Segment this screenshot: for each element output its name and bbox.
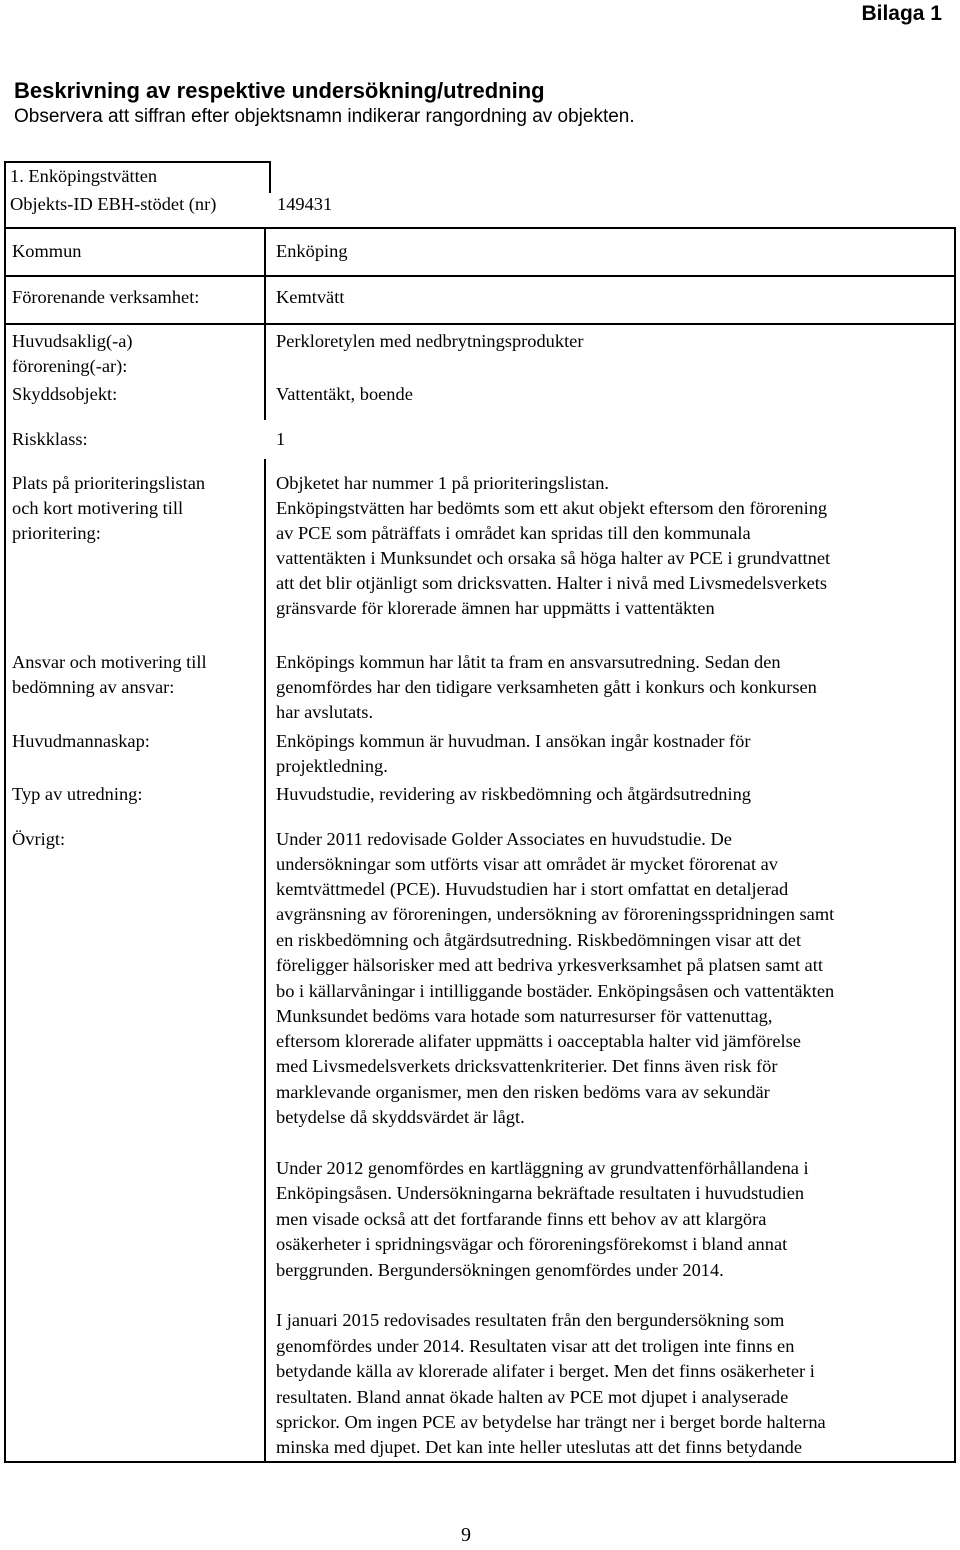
ovrigt-text-line: undersökningar som utförts visar att området är mycket förorenat av [276, 854, 779, 874]
prioritering-text-line: Enköpingstvätten har bedömts som ett akut objekt eftersom den förorening [276, 498, 828, 518]
ovrigt-text-line: betydelse då skyddsvärdet är lågt. [276, 1107, 525, 1127]
ovrigt-text-line: I januari 2015 redovisades resultaten från den bergundersökning som [276, 1310, 785, 1330]
ovrigt-text-line: Munksundet bedöms vara hotade som naturresurser för vattenuttag, [276, 1006, 773, 1026]
fororening-label-line-1: Huvudsaklig(-a) [12, 331, 133, 351]
verksamhet-label: Förorenande verksamhet: [12, 287, 200, 307]
ovrigt-text-line: berggrunden. Bergundersökningen genomfördes under 2014. [276, 1260, 724, 1280]
ovrigt-text-line: eftersom klorerade alifater uppmätts i oacceptabla halter vid jämförelse [276, 1031, 801, 1051]
ovrigt-text-line: marklevande organismer, men den risken bedöms vara av sekundär [276, 1082, 770, 1102]
verksamhet-value: Kemtvätt [276, 287, 345, 307]
fororening-label-line-2: förorening(-ar): [12, 356, 128, 376]
huvudmannaskap-text-line: projektledning. [276, 756, 388, 776]
typ-value: Huvudstudie, revidering av riskbedömning och åtgärdsutredning [276, 784, 751, 804]
ovrigt-text-line: kemtvättmedel (PCE). Huvudstudien har i stort omfattat en detaljerad [276, 879, 789, 899]
ansvar-text-line: Enköpings kommun har låtit ta fram en ansvarsutredning. Sedan den [276, 652, 781, 672]
prioritering-text-line: att det blir otjänligt som dricksvatten. Halter i nivå med Livsmedelsverkets [276, 573, 828, 593]
skyddsobjekt-label: Skyddsobjekt: [12, 384, 118, 404]
riskklass-value: 1 [276, 429, 286, 449]
ovrigt-label: Övrigt: [12, 829, 66, 849]
ansvar-label-line-2: bedömning av ansvar: [12, 677, 175, 697]
prioritering-text-line: vattentäkten i Munksundet och orsaka så höga halter av PCE i grundvattnet [276, 548, 831, 568]
huvudmannaskap-text-line: Enköpings kommun är huvudman. I ansökan ingår kostnader för [276, 731, 751, 751]
prioritering-label-line-1: Plats på prioriteringslistan [12, 473, 206, 493]
ansvar-text-line: har avslutats. [276, 702, 374, 722]
ovrigt-text-line: Enköpingsåsen. Undersökningarna bekräftade resultaten i huvudstudien [276, 1183, 805, 1203]
prioritering-text-line: av PCE som påträffats i området kan spridas till den kommunala [276, 523, 751, 543]
fororening-value: Perkloretylen med nedbrytningsprodukter [276, 331, 584, 351]
prioritering-label-line-3: prioritering: [12, 523, 101, 543]
page-number: 9 [461, 1524, 471, 1546]
appendix-label: Bilaga 1 [861, 2, 942, 25]
ovrigt-text-line: med Livsmedelsverkets dricksvattenkriterier. Det finns även risk för [276, 1056, 778, 1076]
page-subtitle: Observera att siffran efter objektsnamn indikerar rangordning av objekten. [14, 106, 635, 127]
ovrigt-text-line: men visade också att det fortfarande finns ett behov av att klargöra [276, 1209, 767, 1229]
ovrigt-text-line: Under 2011 redovisade Golder Associates en huvudstudie. De [276, 829, 732, 849]
kommun-value: Enköping [276, 241, 348, 261]
ovrigt-text-line: sprickor. Om ingen PCE av betydelse har trängt ner i berget borde halterna [276, 1412, 826, 1432]
object-id-label: Objekts-ID EBH-stödet (nr) [10, 194, 217, 214]
ovrigt-text-line: minska med djupet. Det kan inte heller uteslutas att det finns betydande [276, 1437, 803, 1457]
object-id-value: 149431 [277, 194, 333, 214]
riskklass-label: Riskklass: [12, 429, 88, 449]
ovrigt-text-line: bo i källarvåningar i intilliggande bostäder. Enköpingsåsen och vattentäkten [276, 981, 835, 1001]
huvudmannaskap-label: Huvudmannaskap: [12, 731, 150, 751]
ovrigt-text-line: resultaten. Bland annat ökade halten av PCE mot djupet i analyserade [276, 1387, 789, 1407]
ansvar-text-line: genomfördes har den tidigare verksamheten gått i konkurs och konkursen [276, 677, 817, 697]
ovrigt-text-line: avgränsning av föroreningen, undersökning av föroreningsspridningen samt [276, 904, 835, 924]
ovrigt-text-line: betydande källa av klorerade alifater i berget. Men det finns osäkerheter i [276, 1361, 815, 1381]
ansvar-label-line-1: Ansvar och motivering till [12, 652, 207, 672]
page-title: Beskrivning av respektive undersökning/utredning [14, 78, 545, 103]
prioritering-text-line: gränsvarde för klorerade ämnen har uppmätts i vattentäkten [276, 598, 715, 618]
ovrigt-text-line: Under 2012 genomfördes en kartläggning av grundvattenförhållandena i [276, 1158, 809, 1178]
ovrigt-text-line: genomfördes under 2014. Resultaten visar att det troligen inte finns en [276, 1336, 795, 1356]
skyddsobjekt-value: Vattentäkt, boende [276, 384, 413, 404]
prioritering-text-line: Objketet har nummer 1 på prioriteringslistan. [276, 473, 609, 493]
ovrigt-text-line: osäkerheter i spridningsvägar och föroreningsförekomst i bland annat [276, 1234, 788, 1254]
ovrigt-text-line: en riskbedömning och åtgärdsutredning. Riskbedömningen visar att det [276, 930, 802, 950]
prioritering-label-line-2: och kort motivering till [12, 498, 184, 518]
ovrigt-text-line: föreligger hälsorisker med att bedriva yrkesverksamhet på platsen samt att [276, 955, 823, 975]
kommun-label: Kommun [12, 241, 82, 261]
typ-label: Typ av utredning: [12, 784, 143, 804]
object-title: 1. Enköpingstvätten [10, 166, 158, 186]
